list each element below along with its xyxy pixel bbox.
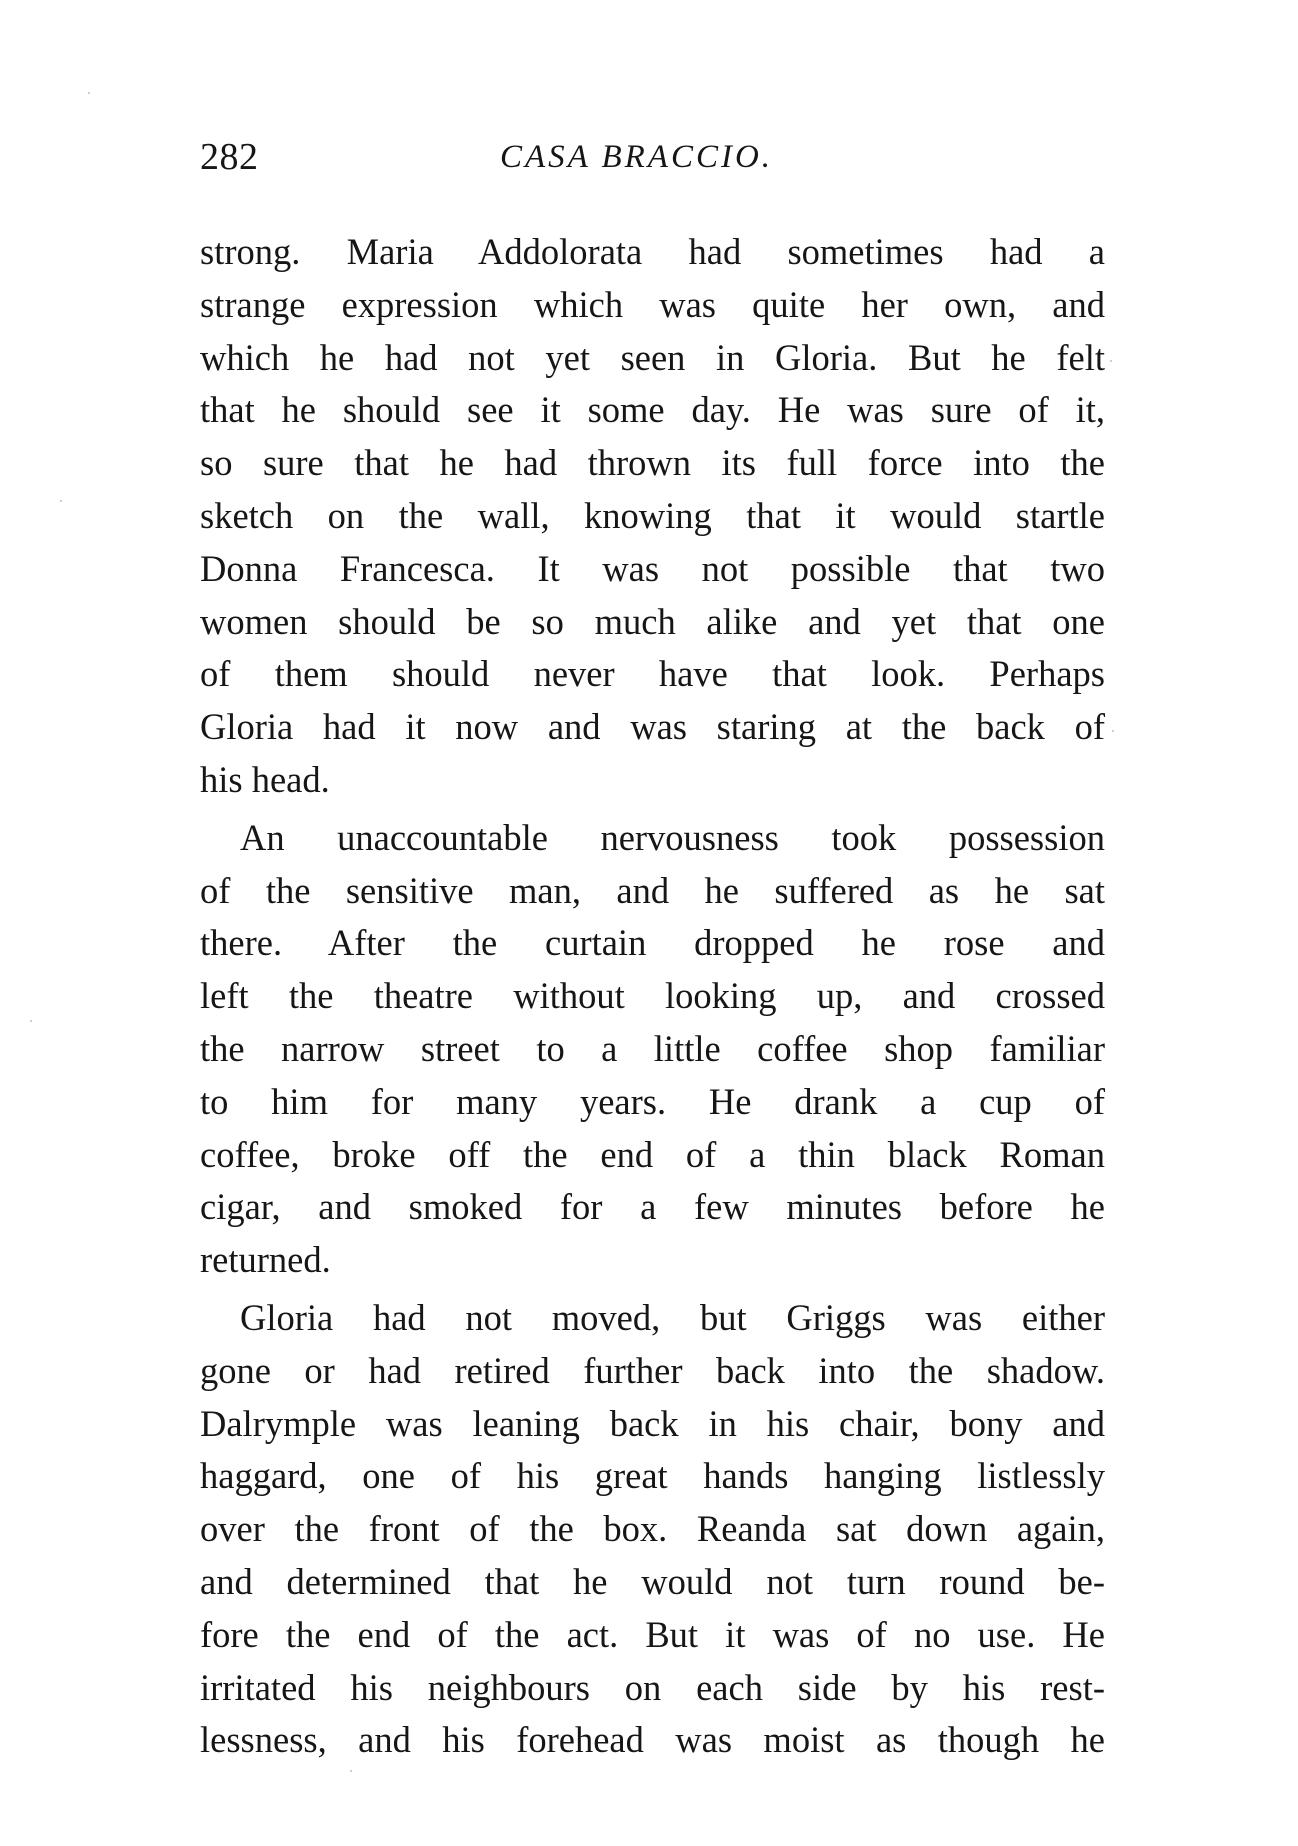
text-line: returned. [200, 1239, 331, 1281]
text-line: women should be so much alike and yet that one [200, 600, 1105, 642]
page-header [200, 132, 1105, 182]
text-line: lessness, and his forehead was moist as though he [200, 1719, 1105, 1761]
scan-speck [88, 92, 90, 94]
scan-speck [350, 1770, 352, 1772]
text-line: that he should see it some day. He was sure of it, [200, 389, 1105, 431]
text-line: haggard, one of his great hands hanging listlessly [200, 1455, 1105, 1497]
text-line: sketch on the wall, knowing that it would startle [200, 494, 1105, 536]
text-line: of them should never have that look. Perhaps [200, 653, 1105, 695]
text-line: irritated his neighbours on each side by his rest- [200, 1666, 1105, 1708]
text-line: Dalrymple was leaning back in his chair, bony and [200, 1402, 1105, 1444]
text-line: and determined that he would not turn round be- [200, 1560, 1105, 1602]
text-line: left the theatre without looking up, and crossed [200, 975, 1105, 1017]
text-line: Gloria had it now and was staring at the back of [200, 706, 1105, 748]
text-line: strong. Maria Addolorata had sometimes had a [200, 231, 1105, 272]
text-line: of the sensitive man, and he suffered as he sat [200, 869, 1105, 911]
text-line: strange expression which was quite her own, and [200, 283, 1105, 325]
body-text [200, 226, 1105, 1767]
text-line: coffee, broke off the end of a thin black Roman [200, 1133, 1105, 1175]
text-line: so sure that he had thrown its full force into the [200, 442, 1105, 484]
scan-speck [60, 500, 62, 502]
scan-speck [30, 1020, 32, 1022]
text-line: Donna Francesca. It was not possible that two [200, 547, 1105, 589]
text-line: fore the end of the act. But it was of no use. He [200, 1613, 1105, 1655]
text-line: the narrow street to a little coffee shop familiar [200, 1027, 1105, 1069]
text-line: cigar, and smoked for a few minutes before he [200, 1186, 1105, 1228]
text-line: An unaccountable nervousness took possession [240, 816, 1105, 858]
text-line: there. After the curtain dropped he rose and [200, 922, 1105, 964]
scan-speck [1110, 360, 1112, 362]
text-line: Gloria had not moved, but Griggs was either [240, 1296, 1105, 1338]
text-line: his head. [200, 758, 330, 800]
text-line: gone or had retired further back into the shadow. [200, 1349, 1105, 1391]
page-number: 282 [200, 136, 259, 178]
text-line: which he had not yet seen in Gloria. But he felt [200, 336, 1105, 378]
text-line: to him for many years. He drank a cup of [200, 1080, 1105, 1122]
text-line: over the front of the box. Reanda sat down again, [200, 1508, 1105, 1550]
scan-speck [1112, 730, 1114, 732]
running-title: CASA BRACCIO. [500, 139, 774, 175]
